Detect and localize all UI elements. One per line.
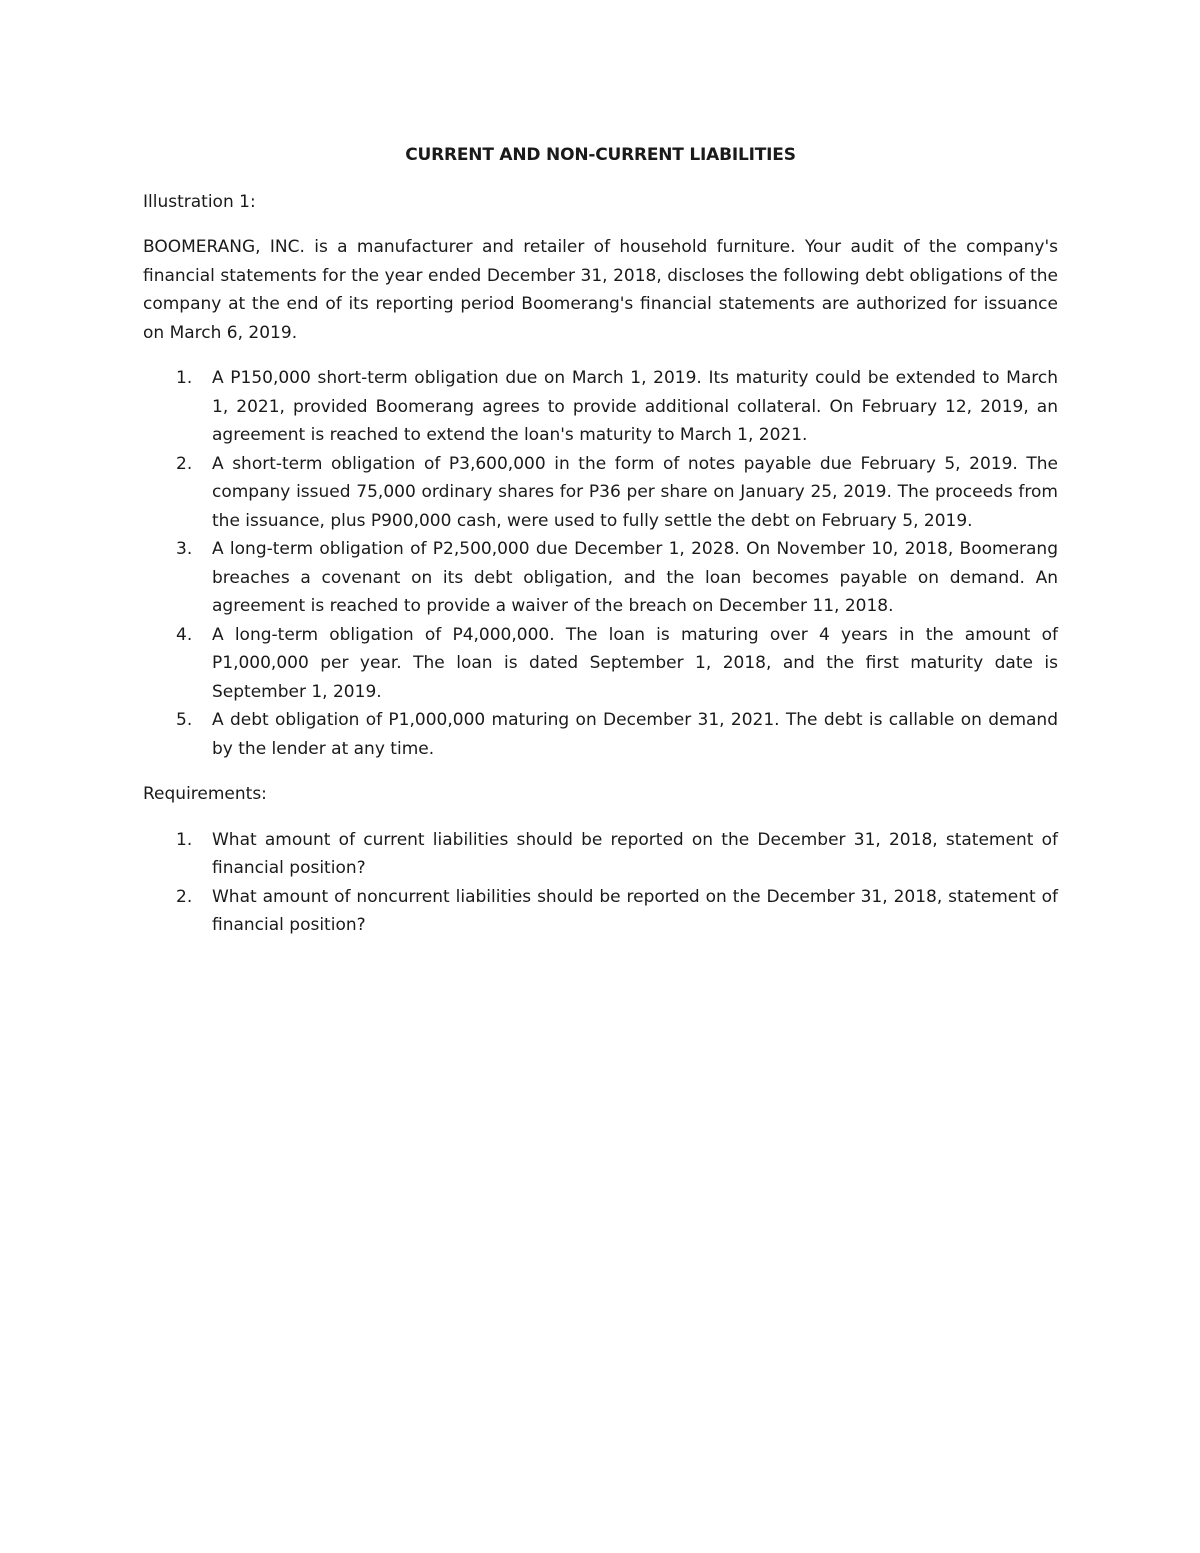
intro-paragraph: BOOMERANG, INC. is a manufacturer and retailer of household furniture. Your audit of the company's financial statements for the year ended December 31, 2018, discloses the following debt obligations of the company at the end of its reporting period Boomerang's financial statements are authorized for issuance on March 6, 2019. <box>143 237 1058 343</box>
requirements-label: Requirements: <box>143 784 267 804</box>
list-item <box>143 535 1058 621</box>
requirement-text: What amount of current liabilities should be reported on the December 31, 2018, statement of financial position? <box>212 829 1058 878</box>
requirement-text: What amount of noncurrent liabilities should be reported on the December 31, 2018, statement of financial position? <box>212 886 1058 935</box>
list-item-text: A short-term obligation of P3,600,000 in the form of notes payable due February 5, 2019. The company issued 75,000 ordinary shares for P36 per share on January 25, 2019. The proceeds from the issuance, plus P900,000 cash, were used to fully settle the debt on February 5, 2019. <box>212 453 1058 531</box>
document-title: CURRENT AND NON-CURRENT LIABILITIES <box>405 145 796 165</box>
list-item-number: 3. <box>176 539 193 559</box>
requirement-item <box>143 883 1058 940</box>
requirements-list <box>143 826 1058 940</box>
list-item-number: 4. <box>176 624 193 645</box>
debt-obligations-list <box>143 364 1058 763</box>
requirement-number: 1. <box>176 829 193 850</box>
list-item-text: A long-term obligation of P4,000,000. The loan is maturing over 4 years in the amount of P1,000,000 per year. The loan is dated September 1, 2018, and the first maturity date is September 1, 2019. <box>212 624 1058 702</box>
list-item-number: 5. <box>176 710 193 730</box>
list-item-number: 2. <box>176 453 193 474</box>
list-item <box>143 621 1058 707</box>
requirement-item <box>143 826 1058 883</box>
list-item <box>143 450 1058 536</box>
illustration-label: Illustration 1: <box>143 191 256 212</box>
list-item-text: A long-term obligation of P2,500,000 due December 1, 2028. On November 10, 2018, Boomerang breaches a covenant on its debt obligation, and the loan becomes payable on demand. An agreement is reached to provide a waiver of the breach on December 11, 2018. <box>212 539 1058 616</box>
document-content <box>143 141 1058 957</box>
list-item-text: A P150,000 short-term obligation due on March 1, 2019. Its maturity could be extended to March 1, 2021, provided Boomerang agrees to provide additional collateral. On February 12, 2019, an agreement is reached to extend the loan's maturity to March 1, 2021. <box>212 368 1058 445</box>
list-item-text: A debt obligation of P1,000,000 maturing on December 31, 2021. The debt is callable on demand by the lender at any time. <box>212 710 1058 759</box>
list-item-number: 1. <box>176 368 193 388</box>
list-item <box>143 364 1058 450</box>
list-item <box>143 706 1058 763</box>
requirement-number: 2. <box>176 886 193 907</box>
